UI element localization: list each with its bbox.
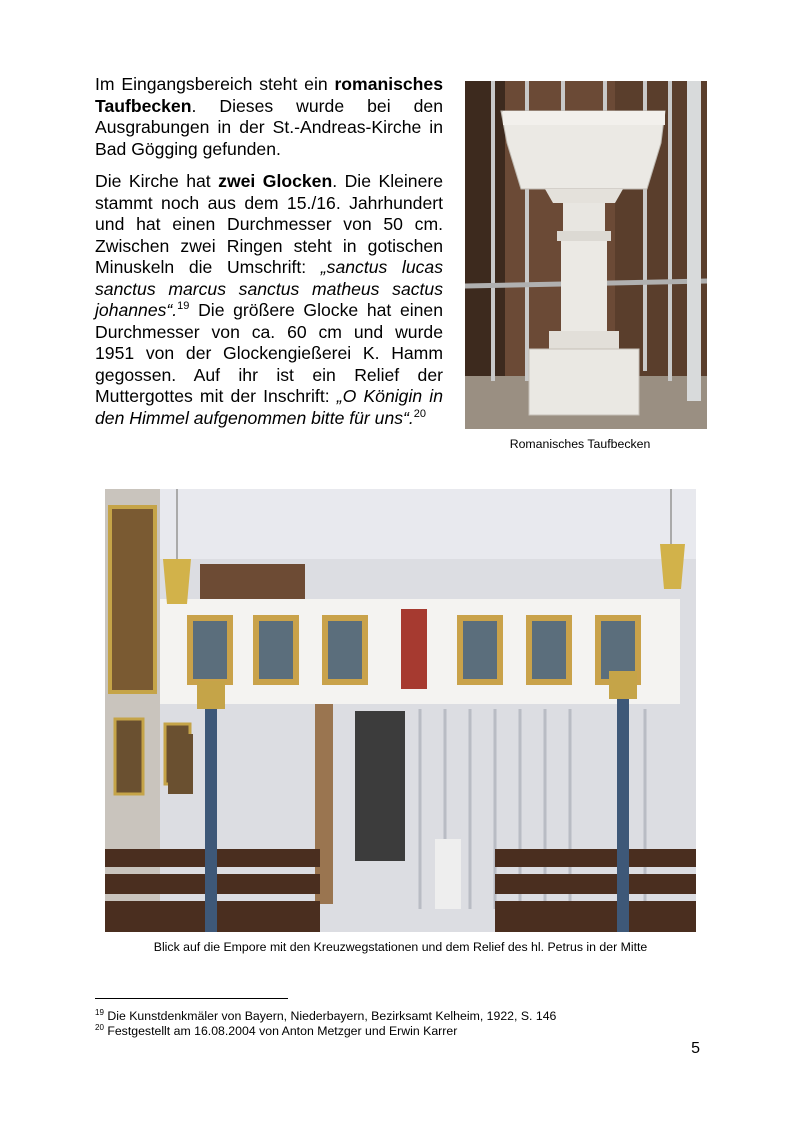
baptismal-font-photo (465, 81, 707, 429)
church-interior-image (105, 489, 696, 932)
footnote-text: Festgestellt am 16.08.2004 von Anton Metzger und Erwin Karrer (107, 1024, 458, 1038)
bold-term: romanisches Taufbecken (95, 74, 443, 116)
page-number: 5 (691, 1040, 700, 1057)
inscription-large-bell: „O Königin in den Himmel aufgenommen bitte für uns“. (95, 386, 443, 428)
footnote-text: Die Kunstdenkmäler von Bayern, Niederbayern, Bezirksamt Kelheim, 1922, S. 146 (107, 1009, 557, 1023)
bold-term: zwei Glocken (218, 171, 333, 191)
text-span: Die Kirche hat (95, 171, 219, 191)
text-span: Die größere Glocke hat einen Durchmesser von ca. 60 cm und wurde 1951 von der Glockengießerei K. Hamm gegossen. Auf ihr ist ein Relief der Muttergottes mit der Inschrift: (95, 300, 443, 406)
church-interior-photo (105, 489, 696, 932)
footnote-number: 20 (95, 1022, 104, 1032)
church-photo-caption: Blick auf die Empore mit den Kreuzwegstationen und dem Relief des hl. Petrus in der Mitte (153, 940, 648, 954)
footnote-ref[interactable]: 20 (413, 407, 427, 420)
footnote-number: 19 (95, 1007, 104, 1017)
inscription-small-bell: „sanctus lucas sanctus marcus sanctus matheus sactus johannes“. (95, 257, 444, 320)
baptismal-font-image (465, 81, 707, 429)
footnote-20 (95, 1024, 457, 1038)
text-span: . Dieses wurde bei den Ausgrabungen in der St.-Andreas-Kirche in Bad Gögging gefunden. (95, 95, 443, 159)
footnote-19 (95, 1009, 556, 1023)
paragraph-font (95, 74, 443, 160)
paragraph-bells (95, 171, 443, 429)
footnote-ref[interactable]: 19 (177, 300, 190, 313)
font-photo-caption: Romanisches Taufbecken (509, 437, 651, 451)
text-span: Im Eingangsbereich steht ein (95, 74, 335, 94)
footnote-separator (95, 998, 288, 999)
text-span: . Die Kleinere stammt noch aus dem 15./16. Jahrhundert und hat einen Durchmesser von 50 cm. Zwischen zwei Ringen steht in gotischen Minuskeln die Umschrift: (95, 171, 444, 277)
main-text (95, 74, 443, 429)
